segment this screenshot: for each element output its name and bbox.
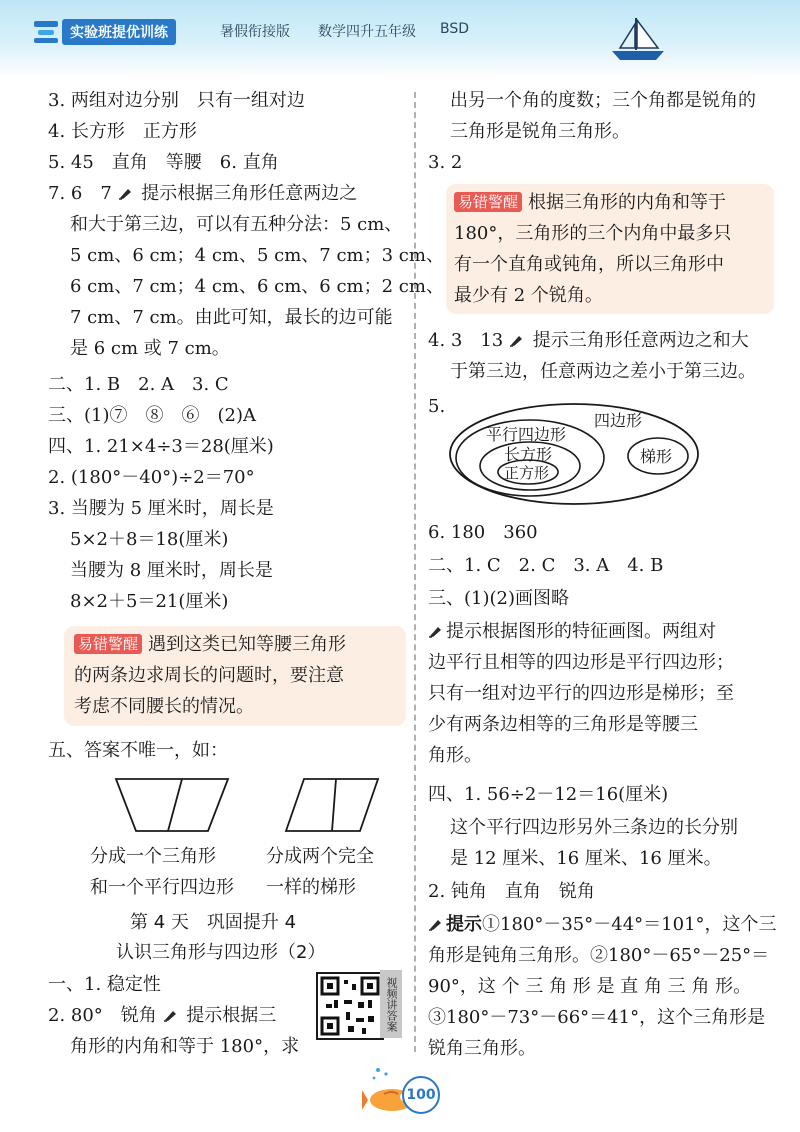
qr-code-icon[interactable] (316, 972, 384, 1040)
pen-hint-icon (428, 624, 444, 638)
warning-line: 180°，三角形的三个内角中最多只 (454, 223, 732, 244)
answer-line: 二、1. C 2. C 3. A 4. B (428, 555, 664, 576)
answer-text: 4. 3 13 (428, 330, 504, 351)
hint-line: 边平行且相等的四边形是平行四边形； (428, 652, 734, 673)
hint-text: 提示根据三角形任意两边之 (141, 183, 358, 204)
answer-line: 2. 钝角 直角 锐角 (428, 881, 595, 902)
brand-title: 实验班提优训练 (62, 19, 176, 45)
answer-text: 7. 6 7 (48, 183, 112, 204)
answer-line: 一、1. 稳定性 (48, 974, 161, 995)
hint-label: 提示 (446, 914, 482, 935)
warning-line: 有一个直角或钝角，所以三角形中 (454, 254, 724, 275)
sailboat-icon (606, 14, 670, 64)
figure-caption: 分成两个完全 (266, 846, 374, 867)
venn-label-parallelogram: 平行四边形 (486, 425, 567, 444)
warning-line: 考虑不同腰长的情况。 (74, 696, 254, 717)
hint-line: 角形是钝角三角形。②180°－65°－25°＝ (428, 945, 770, 966)
warning-tag: 易错警醒 (74, 634, 142, 654)
hint-line: 锐角三角形。 (428, 1038, 536, 1059)
hint-text: 提示根据图形的特征画图。两组对 (446, 621, 716, 642)
hint-line: 少有两条边相等的三角形是等腰三 (428, 714, 698, 735)
answer-line: 4. 长方形 正方形 (48, 121, 197, 142)
warning-line: 最少有 2 个锐角。 (454, 285, 603, 306)
figure-caption: 和一个平行四边形 (90, 877, 234, 898)
answer-line: 当腰为 8 厘米时，周长是 (70, 560, 273, 581)
venn-label-square: 正方形 (504, 464, 550, 482)
warning-line: 的两条边求周长的问题时，要注意 (74, 665, 344, 686)
hint-line: ③180°－73°－66°＝41°，这个三角形是 (428, 1007, 766, 1028)
hint-line: 只有一组对边平行的四边形是梯形；至 (428, 683, 734, 704)
answer-line: 这个平行四边形另外三条边的长分别 (450, 817, 738, 838)
answer-line: 3. 两组对边分别 只有一组对边 (48, 90, 305, 111)
page-header (0, 0, 800, 78)
hint-line: 角形。 (428, 745, 482, 766)
answer-line: 三、(1)⑦ ⑧ ⑥ (2)A (48, 405, 256, 426)
venn-label-trapezoid: 梯形 (640, 447, 673, 466)
answer-text: 2. 80° 锐角 (48, 1005, 157, 1026)
answer-line: 五、答案不唯一，如： (48, 740, 228, 761)
figure-caption: 一样的梯形 (266, 877, 356, 898)
warning-tag: 易错警醒 (454, 192, 522, 212)
warning-line (74, 632, 346, 658)
answer-line: 和大于第三边，可以有五种分法：5 cm、 (70, 214, 403, 235)
subject-label: 数学四升五年级 (318, 24, 416, 40)
answer-line: 三、(1)(2)画图略 (428, 588, 569, 609)
answer-line: 3. 2 (428, 152, 463, 173)
answer-line: 三角形是锐角三角形。 (450, 121, 630, 142)
answer-line: 出另一个角的度数；三个角都是锐角的 (450, 90, 756, 111)
figure-caption: 分成一个三角形 (90, 846, 216, 867)
pen-hint-icon (163, 1008, 179, 1022)
answer-line: 3. 当腰为 5 厘米时，周长是 (48, 498, 274, 519)
pen-hint-icon (118, 186, 134, 200)
answer-line: 6 cm、7 cm；4 cm、6 cm、6 cm；2 cm、 (70, 276, 444, 297)
answer-line-with-hint (48, 181, 357, 207)
answer-line: 8×2＋5＝21(厘米) (70, 591, 229, 612)
answer-line: 四、1. 56÷2－12＝16(厘米) (428, 784, 669, 805)
page-number: 100 (402, 1076, 440, 1114)
hint-line: 90°，这 个 三 角 形 是 直 角 三 角 形。 (428, 976, 752, 997)
answer-line: 5×2＋8＝18(厘米) (70, 529, 229, 550)
trapezoid-split-triangle-parallelogram (112, 775, 232, 835)
warning-text: 根据三角形的内角和等于 (528, 192, 727, 213)
venn-label-rectangle: 长方形 (504, 445, 553, 464)
hint-text: 提示根据三 (186, 1005, 277, 1026)
answer-line: 角形的内角和等于 180°，求 (70, 1036, 300, 1057)
column-divider (414, 92, 416, 1052)
quadrilateral-venn-diagram (446, 398, 702, 508)
pen-hint-icon (428, 917, 444, 931)
answer-line: 5. (428, 396, 446, 417)
answer-line: 二、1. B 2. A 3. C (48, 374, 229, 395)
publisher-code: BSD (440, 21, 470, 37)
qr-video-label: 视频讲答案 (380, 970, 402, 1038)
edition-label: 暑假衔接版 (220, 24, 290, 40)
warning-text: 遇到这类已知等腰三角形 (148, 634, 347, 655)
hint-text: ①180°－35°－44°＝101°，这个三 (482, 914, 777, 935)
answer-line: 四、1. 21×4÷3＝28(厘米) (48, 436, 274, 457)
answer-line: 5. 45 直角 等腰 6. 直角 (48, 152, 279, 173)
pen-hint-icon (509, 333, 525, 347)
answer-line: 2. (180°－40°)÷2＝70° (48, 467, 255, 488)
parallelogram-split-two-trapezoids (282, 775, 382, 835)
answer-line: 7 cm、7 cm。由此可知，最长的边可能 (70, 307, 393, 328)
hint-line (428, 912, 777, 938)
answer-line-with-hint (48, 1003, 276, 1029)
section-subtitle: 认识三角形与四边形（2） (116, 942, 326, 963)
answer-line: 是 12 厘米、16 厘米、16 厘米。 (450, 848, 722, 869)
hint-line (428, 619, 716, 645)
warning-line (454, 190, 726, 216)
answer-line: 于第三边，任意两边之差小于第三边。 (450, 361, 756, 382)
hint-text: 提示三角形任意两边之和大 (532, 330, 749, 351)
book-logo-icon (32, 17, 60, 45)
section-title: 第 4 天 巩固提升 4 (130, 912, 297, 933)
answer-line: 5 cm、6 cm；4 cm、5 cm、7 cm；3 cm、 (70, 245, 444, 266)
venn-label-quadrilateral: 四边形 (594, 411, 643, 430)
answer-line-with-hint (428, 328, 749, 354)
answer-line: 是 6 cm 或 7 cm。 (70, 338, 230, 359)
answer-line: 6. 180 360 (428, 522, 538, 543)
